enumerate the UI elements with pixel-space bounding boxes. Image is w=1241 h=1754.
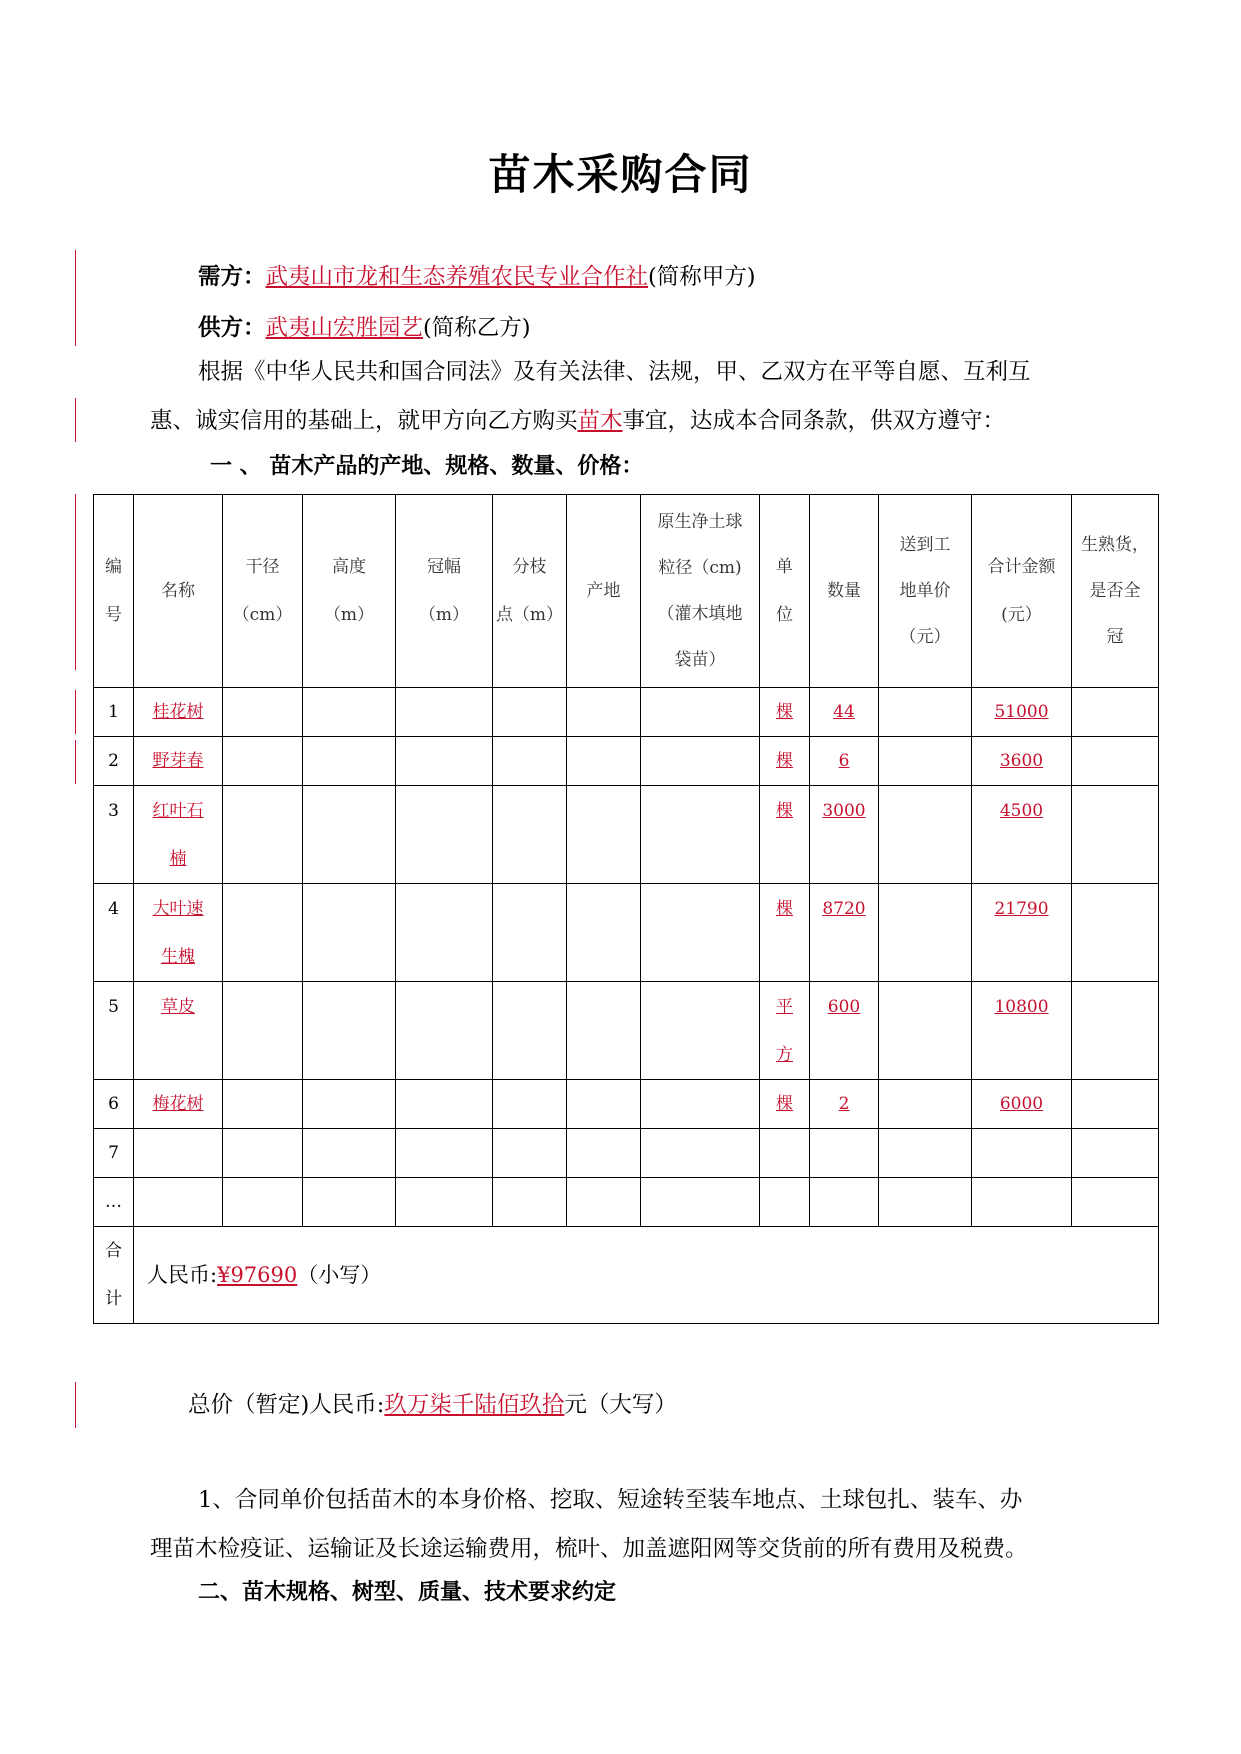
section-1-heading: 一 、 苗木产品的产地、规格、数量、价格： — [210, 454, 644, 479]
row-unit: 平 方 — [760, 982, 810, 1080]
header-amount: 合计金额 (元） — [972, 495, 1072, 688]
row-name: 红叶石 楠 — [134, 786, 223, 884]
header-name: 名称 — [134, 495, 223, 688]
row-name: 野芽春 — [134, 737, 223, 786]
revision-marker — [75, 1382, 76, 1428]
row-unit: 棵 — [760, 884, 810, 982]
row-unit: 棵 — [760, 786, 810, 884]
table-row — [94, 982, 1159, 1080]
row-amount: 6000 — [972, 1080, 1072, 1129]
row-name: 草皮 — [134, 982, 223, 1080]
revision-marker — [75, 398, 76, 442]
total-label: 合 计 — [94, 1227, 134, 1324]
preamble-text-end: 事宜，达成本合同条款，供双方遵守： — [622, 408, 1006, 434]
preamble-line-2 — [150, 406, 1005, 436]
clause-1-line-2: 理苗木检疫证、运输证及长途运输费用，梳叶、加盖遮阳网等交货前的所有费用及税费。 — [150, 1536, 1028, 1562]
document-title: 苗木采购合同 — [488, 150, 753, 199]
header-crown: 冠幅 （m） — [396, 495, 493, 688]
table-row — [94, 786, 1159, 884]
revision-marker — [75, 690, 76, 734]
revision-marker — [75, 250, 76, 346]
header-crown-full: 生熟货， 是否全 冠 — [1072, 495, 1159, 688]
row-no: 3 — [94, 786, 134, 884]
seller-suffix: (简称乙方) — [423, 315, 531, 341]
header-price: 送到工 地单价 （元） — [879, 495, 972, 688]
row-qty: 6 — [810, 737, 879, 786]
table-row — [94, 737, 1159, 786]
buyer-suffix: (简称甲方) — [648, 264, 756, 290]
header-height: 高度 （m） — [303, 495, 396, 688]
table-row — [94, 884, 1159, 982]
clause-1-line-1: 1、合同单价包括苗木的本身价格、挖取、短途转至装车地点、土球包扎、装车、办 — [198, 1487, 1023, 1513]
total-price-words: 玖万柒千陆佰玖拾 — [384, 1392, 565, 1418]
row-amount: 10800 — [972, 982, 1072, 1080]
row-amount: 21790 — [972, 884, 1072, 982]
section-2-heading: 二、苗木规格、树型、质量、技术要求约定 — [198, 1580, 617, 1605]
header-qty: 数量 — [810, 495, 879, 688]
row-qty: 2 — [810, 1080, 879, 1129]
header-no: 编 号 — [94, 495, 134, 688]
row-name: 梅花树 — [134, 1080, 223, 1129]
total-price-line — [188, 1390, 677, 1420]
seller-line — [198, 313, 531, 343]
row-no: 6 — [94, 1080, 134, 1129]
header-row — [94, 495, 1159, 688]
total-price-suffix: 元（大写） — [564, 1392, 677, 1418]
table-row — [94, 688, 1159, 737]
row-no: 2 — [94, 737, 134, 786]
row-unit: 棵 — [760, 737, 810, 786]
buyer-name: 武夷山市龙和生态养殖农民专业合作社 — [265, 264, 649, 290]
buyer-label: 需方： — [198, 264, 266, 290]
header-branch: 分枝 点（m） — [493, 495, 567, 688]
row-unit: 棵 — [760, 1080, 810, 1129]
row-no: 4 — [94, 884, 134, 982]
row-no: 1 — [94, 688, 134, 737]
row-amount: 51000 — [972, 688, 1072, 737]
preamble-text: 惠、诚实信用的基础上，就甲方向乙方购买 — [150, 408, 578, 434]
total-price-label: 总价（暂定)人民币: — [188, 1392, 385, 1418]
row-qty: 600 — [810, 982, 879, 1080]
seller-label: 供方： — [198, 315, 266, 341]
row-unit: 棵 — [760, 688, 810, 737]
total-row — [94, 1227, 1159, 1324]
items-table — [93, 494, 1159, 1324]
preamble-line-1: 根据《中华人民共和国合同法》及有关法律、法规，甲、乙双方在平等自愿、互利互 — [198, 359, 1031, 385]
row-qty: 44 — [810, 688, 879, 737]
row-name: 桂花树 — [134, 688, 223, 737]
total-amount: 人民币:¥97690（小写） — [134, 1227, 1159, 1324]
revision-marker — [75, 740, 76, 784]
header-unit: 单 位 — [760, 495, 810, 688]
row-no: … — [94, 1178, 134, 1227]
row-amount: 3600 — [972, 737, 1072, 786]
revision-marker — [75, 494, 76, 670]
row-name: 大叶速 生槐 — [134, 884, 223, 982]
table-row — [94, 1129, 1159, 1178]
header-origin: 产地 — [567, 495, 641, 688]
buyer-line — [198, 262, 756, 292]
table-row — [94, 1178, 1159, 1227]
row-qty: 3000 — [810, 786, 879, 884]
row-qty: 8720 — [810, 884, 879, 982]
header-diameter: 干径 （cm） — [223, 495, 303, 688]
table-row — [94, 1080, 1159, 1129]
seller-name: 武夷山宏胜园艺 — [265, 315, 424, 341]
preamble-highlight: 苗木 — [577, 408, 623, 434]
row-no: 7 — [94, 1129, 134, 1178]
row-amount: 4500 — [972, 786, 1072, 884]
header-soil: 原生净土球 粒径（cm) （灌木填地 袋苗） — [641, 495, 760, 688]
row-no: 5 — [94, 982, 134, 1080]
